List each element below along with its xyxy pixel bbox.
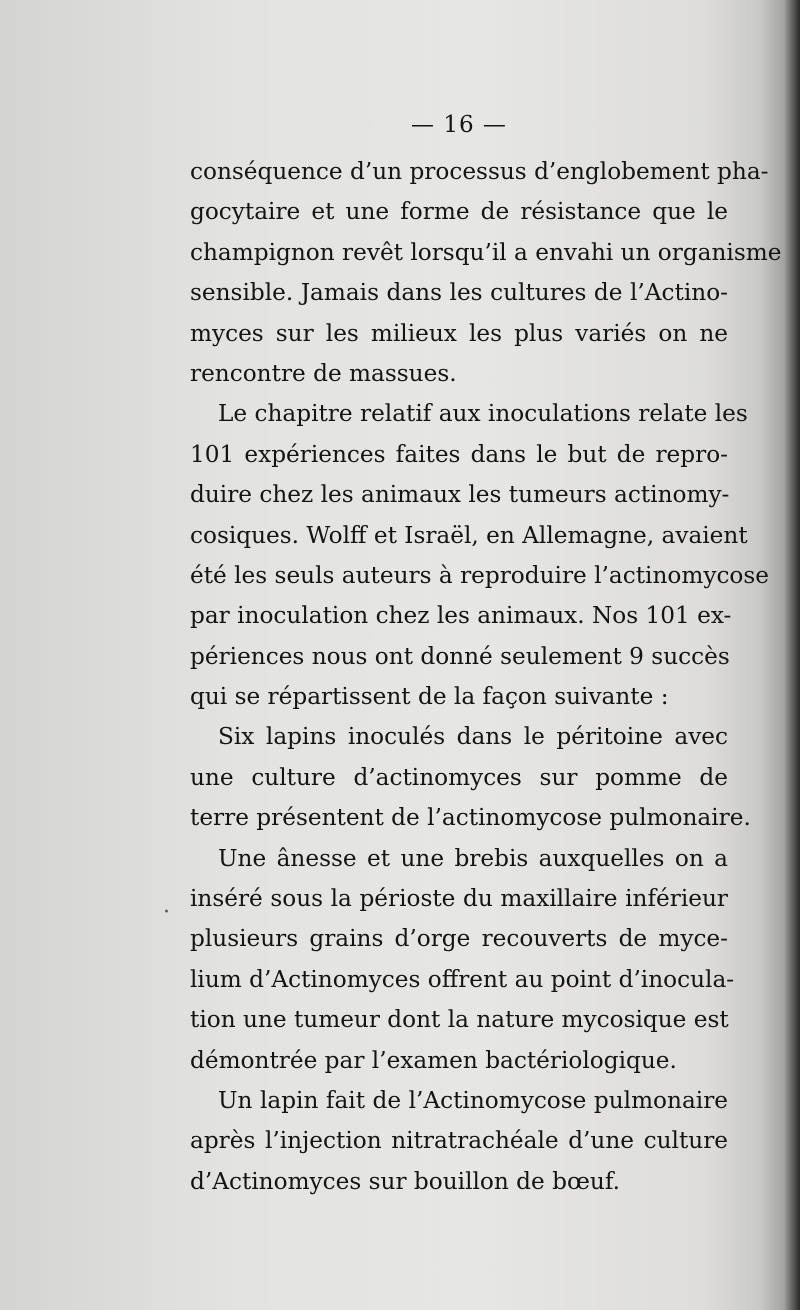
text-line: été les seuls auteurs à reproduire l’actinomycose (190, 561, 770, 589)
text-line: démontrée par l’examen bactériologique. (190, 1046, 677, 1074)
text-line: 101 expériences faites dans le but de repro- (190, 440, 728, 468)
text-line: gocytaire et une forme de résistance que le (190, 198, 728, 226)
text-line: tion une tumeur dont la nature mycosique est (190, 1006, 729, 1034)
text-line: rencontre de massues. (190, 359, 457, 387)
page-number: — 16 — (411, 112, 507, 138)
text-line: Une ânesse et une brebis auxquelles on a (218, 844, 728, 872)
stray-ink-mark: · (163, 900, 170, 925)
text-line: d’Actinomyces sur bouillon de bœuf. (190, 1167, 620, 1195)
text-line: qui se répartissent de la façon suivante : (190, 683, 669, 711)
text-line: myces sur les milieux les plus variés on ne (190, 319, 728, 347)
text-line: après l’injection nitratrachéale d’une culture (190, 1127, 728, 1155)
text-line: conséquence d’un processus d’englobement pha- (190, 158, 769, 185)
text-line: terre présentent de l’actinomycose pulmonaire. (190, 804, 751, 832)
text-line: champignon revêt lorsqu’il a envahi un organisme (190, 238, 782, 266)
text-line: inséré sous la périoste du maxillaire inférieur (190, 885, 728, 913)
text-line: plusieurs grains d’orge recouverts de myce- (190, 925, 728, 953)
page-edge-shadow (784, 0, 800, 1310)
text-line: sensible. Jamais dans les cultures de l’Actino- (190, 279, 728, 307)
text-line: une culture d’actinomyces sur pomme de (190, 763, 728, 791)
body-text (190, 152, 782, 1202)
text-line: lium d’Actinomyces offrent au point d’inocula- (190, 965, 735, 993)
text-line: duire chez les animaux les tumeurs actinomy- (190, 481, 730, 509)
text-line: Le chapitre relatif aux inoculations relate les (218, 400, 748, 428)
text-line: périences nous ont donné seulement 9 succès (190, 642, 730, 670)
text-line: Un lapin fait de l’Actinomycose pulmonaire (218, 1086, 728, 1114)
text-line: Six lapins inoculés dans le péritoine avec (218, 723, 728, 751)
text-line: cosiques. Wolff et Israël, en Allemagne, avaient (190, 521, 748, 549)
text-line: par inoculation chez les animaux. Nos 101 ex- (190, 602, 732, 630)
